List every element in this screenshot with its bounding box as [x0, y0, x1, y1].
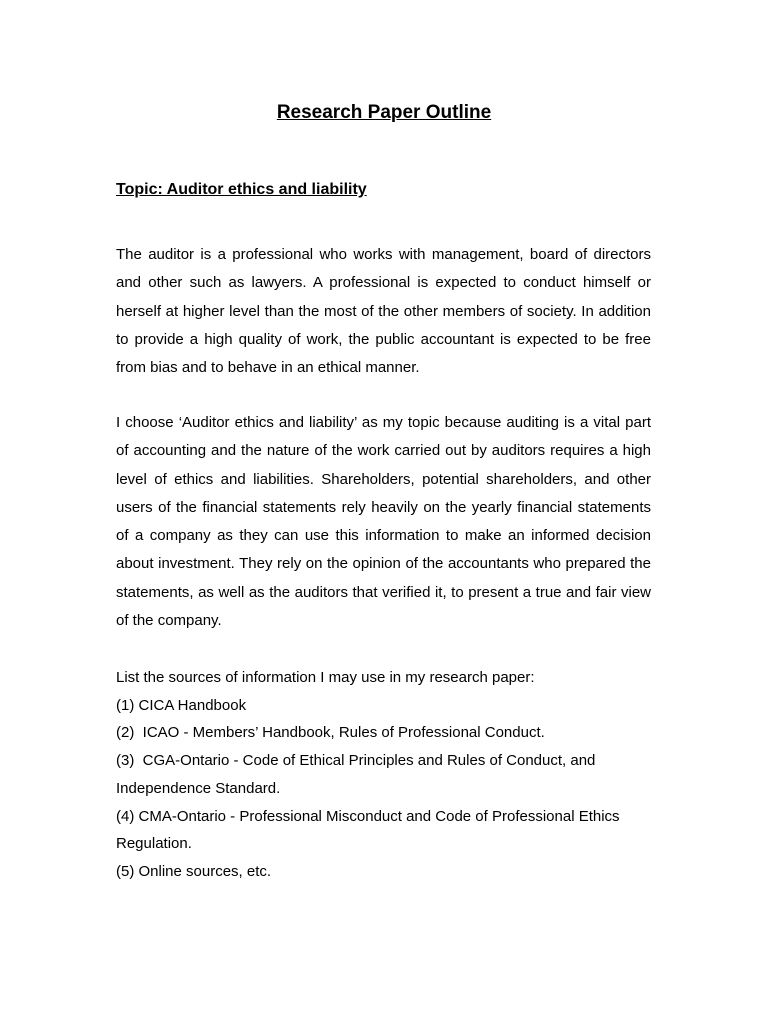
- source-list: [116, 692, 656, 886]
- list-item: (5) Online sources, etc.: [116, 862, 272, 880]
- list-item: (4) CMA-Ontario - Professional Misconduct and Code of Professional Ethics Regulation.: [116, 807, 620, 853]
- intro-paragraph: The auditor is a professional who works with management, board of directors and other such as lawyers. A professional is expected to conduct himself or herself at higher level than the most of the other members of society. In addition to provide a high quality of work, the public accountant is expected to be free from bias and to behave in an ethical manner.: [116, 246, 651, 377]
- page-title: Research Paper Outline: [276, 102, 492, 123]
- sources-section: [116, 664, 656, 886]
- topic-heading: Topic: Auditor ethics and liability: [116, 181, 367, 198]
- list-item: (1) CICA Handbook: [116, 696, 247, 714]
- rationale-paragraph: I choose ‘Auditor ethics and liability’ as my topic because auditing is a vital part of accounting and the nature of the work carried out by auditors requires a high level of ethics and liabilities. Shareholders, potential shareholders, and other users of the financial statements rely heavily on the yearly financial statements of a company as they can use this information to make an informed decision about investment. They rely on the opinion of the accountants who prepared the statements, as well as the auditors that verified it, to present a true and fair view of the company.: [116, 414, 651, 630]
- sources-intro: List the sources of information I may use in my research paper:: [116, 669, 535, 686]
- list-item: (2) ICAO - Members’ Handbook, Rules of Professional Conduct.: [116, 724, 545, 742]
- list-item: (3) CGA-Ontario - Code of Ethical Principles and Rules of Conduct, and Independence Standard.: [116, 752, 596, 797]
